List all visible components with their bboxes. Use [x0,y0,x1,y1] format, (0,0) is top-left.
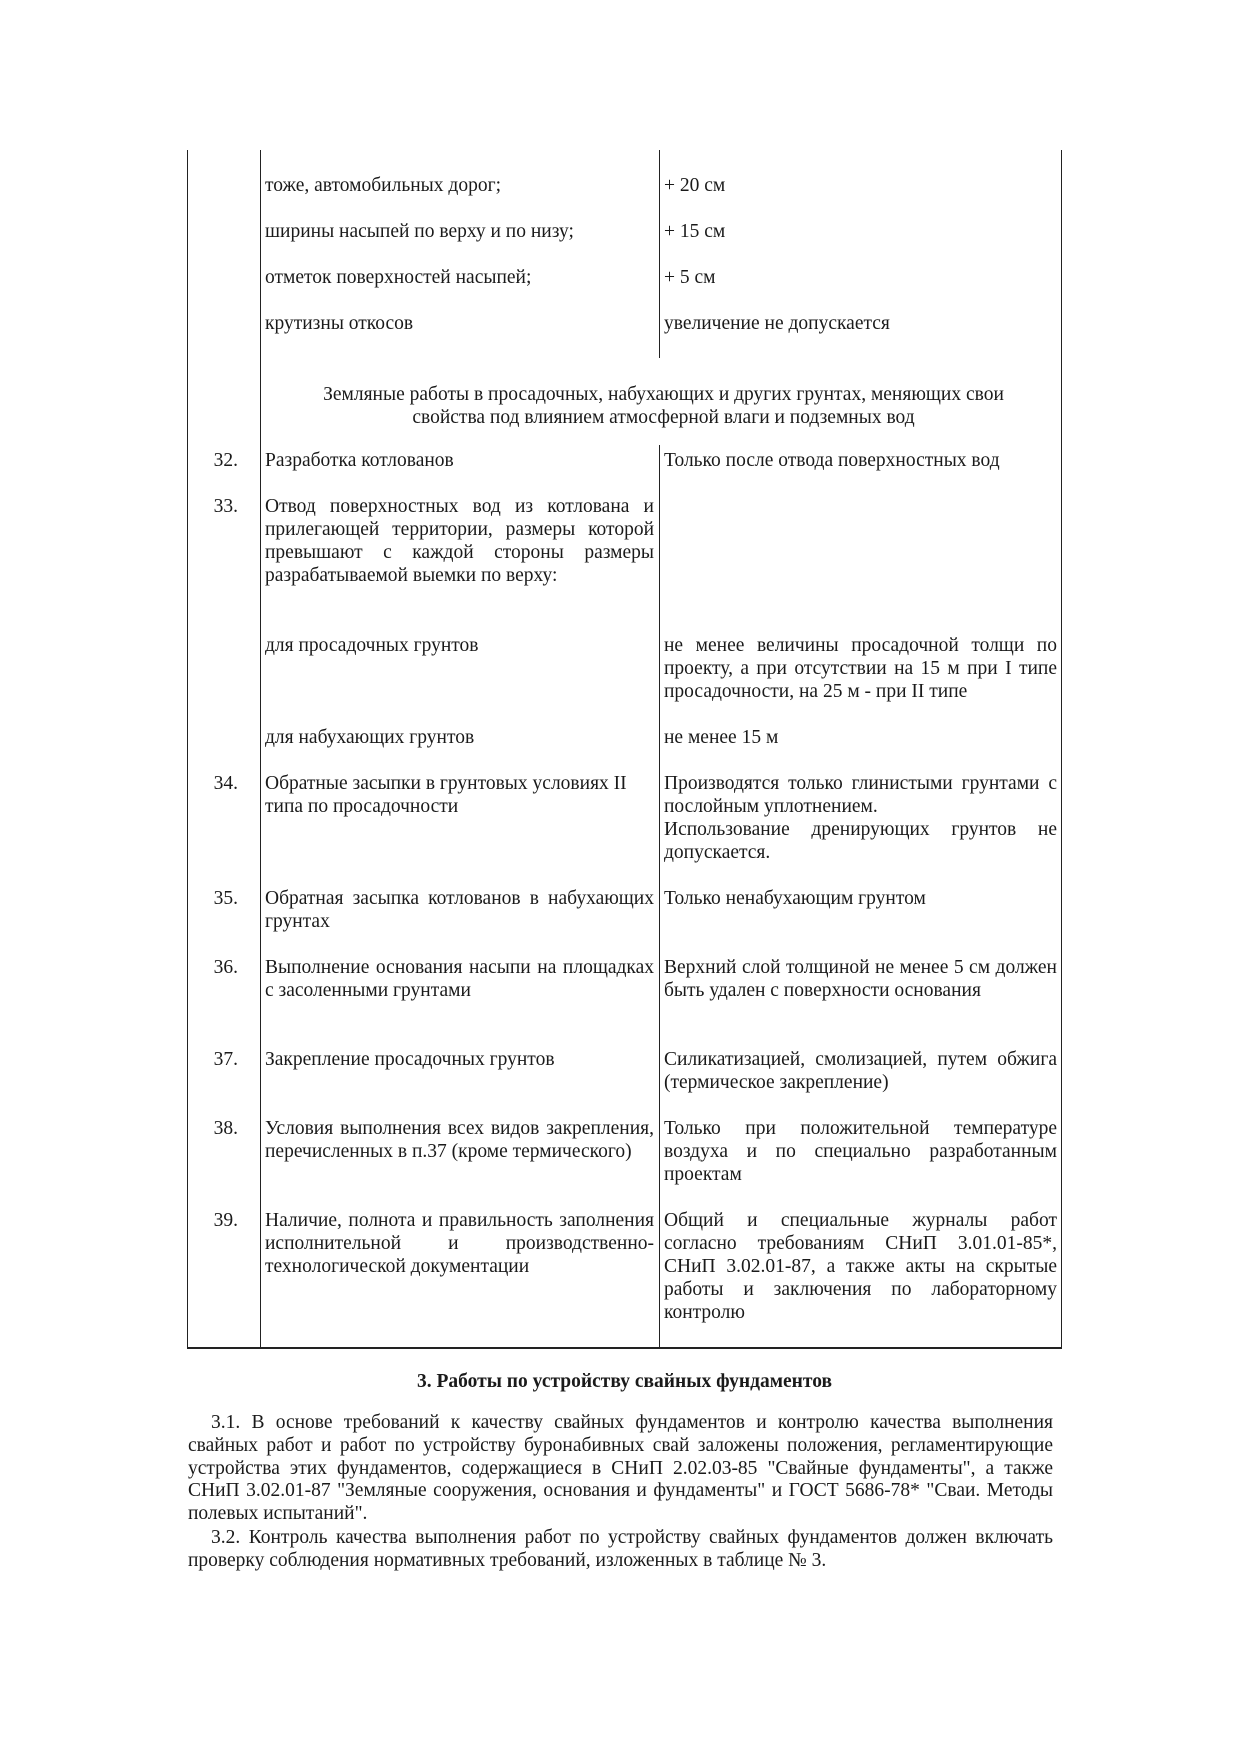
table-section-title: Земляные работы в просадочных, набухающих и других грунтах, меняющих свои свойства под влиянием атмосферной влаги и подземных вод [323,384,1004,428]
table-cell-left: для набухающих грунтов [265,727,475,748]
row-number: 34. [213,773,238,794]
table-cell-right: не менее 15 м [664,727,779,748]
table-cell-left: ширины насыпей по верху и по низу; [265,221,574,242]
section-heading: 3. Работы по устройству свайных фундаментов [416,1371,832,1392]
row-number: 35. [213,888,238,909]
table-cell-left: тоже, автомобильных дорог; [265,175,501,196]
table-cell-right: увеличение не допускается [664,313,890,334]
table-cell-left: Выполнение основания насыпи на площадках с засоленными грунтами [265,957,654,1001]
table-cell-right: не менее величины просадочной толщи по проекту, а при отсутствии на 15 м при I типе просадочности, на 25 м - при II типе [664,635,1057,702]
requirements-table [187,150,1062,1348]
table-cell-left: Наличие, полнота и правильность заполнения исполнительной и производственно-технологической документации [265,1210,654,1277]
paragraph: 3.2. Контроль качества выполнения работ по устройству свайных фундаментов должен включать проверку соблюдения нормативных требований, изложенных в таблице № 3. [188,1527,1053,1571]
table-cell-left: Отвод поверхностных вод из котлована и прилегающей территории, размеры которой превышают с каждой стороны размеры разрабатываемой выемки по верху: [265,496,654,586]
table-cell-right: Силикатизацией, смолизацией, путем обжига (термическое закрепление) [664,1049,1057,1093]
table-cell-left: Разработка котлованов [265,450,454,471]
table-cell-right: Только при положительной температуре воздуха и по специально разработанным проектам [664,1118,1057,1185]
table-cell-right: + 5 см [664,267,716,288]
table-divider-mid [659,445,660,1348]
cell-text: Производятся только глинистыми грунтами с послойным уплотнением. [664,773,1057,817]
table-cell-left: крутизны откосов [265,313,414,334]
table-cell-left: Обратные засыпки в грунтовых условиях II типа по просадочности [265,773,627,817]
table-border-left [187,150,188,1348]
paragraph: 3.1. В основе требований к качеству свайных фундаментов и контролю качества выполнения свайных работ и работ по устройству буронабивных свай заложены положения, регламентирующие устройства этих фундаментов, содержащиеся в СНиП 2.02.03-85 "Свайные фундаменты", а также СНиП 3.02.01-87 "Земляные сооружения, основания и фундаменты" и ГОСТ 5686-78* "Сваи. Методы полевых испытаний". [188,1412,1053,1525]
row-number: 39. [213,1210,238,1231]
table-cell-right: Только ненабухающим грунтом [664,888,926,909]
table-cell-right: Верхний слой толщиной не менее 5 см должен быть удален с поверхности основания [664,957,1057,1001]
table-cell-right: + 15 см [664,221,726,242]
row-number: 37. [213,1049,238,1070]
table-cell-left: для просадочных грунтов [265,635,479,656]
table-cell-right: + 20 см [664,175,726,196]
row-number: 36. [213,957,238,978]
row-number: 32. [213,450,238,471]
table-cell-right [664,772,1057,864]
table-border-right [1061,150,1062,1348]
cell-text: Использование дренирующих грунтов не допускается. [664,819,1057,863]
row-number: 33. [213,496,238,517]
table-cell-left: Закрепление просадочных грунтов [265,1049,555,1070]
row-number: 38. [213,1118,238,1139]
table-border-bottom [187,1347,1062,1349]
table-cell-right: Только после отвода поверхностных вод [664,450,1000,471]
table-divider-num [260,150,261,1348]
table-cell-right: Общий и специальные журналы работ согласно требованиям СНиП 3.01.01-85*, СНиП 3.02.01-87, а также акты на скрытые работы и заключения по лабораторному контролю [664,1210,1057,1323]
table-cell-left: отметок поверхностей насыпей; [265,267,532,288]
table-cell-left: Обратная засыпка котлованов в набухающих грунтах [265,888,654,932]
table-cell-left: Условия выполнения всех видов закрепления, перечисленных в п.37 (кроме термического) [265,1118,654,1162]
table-divider-mid-top [659,150,660,358]
